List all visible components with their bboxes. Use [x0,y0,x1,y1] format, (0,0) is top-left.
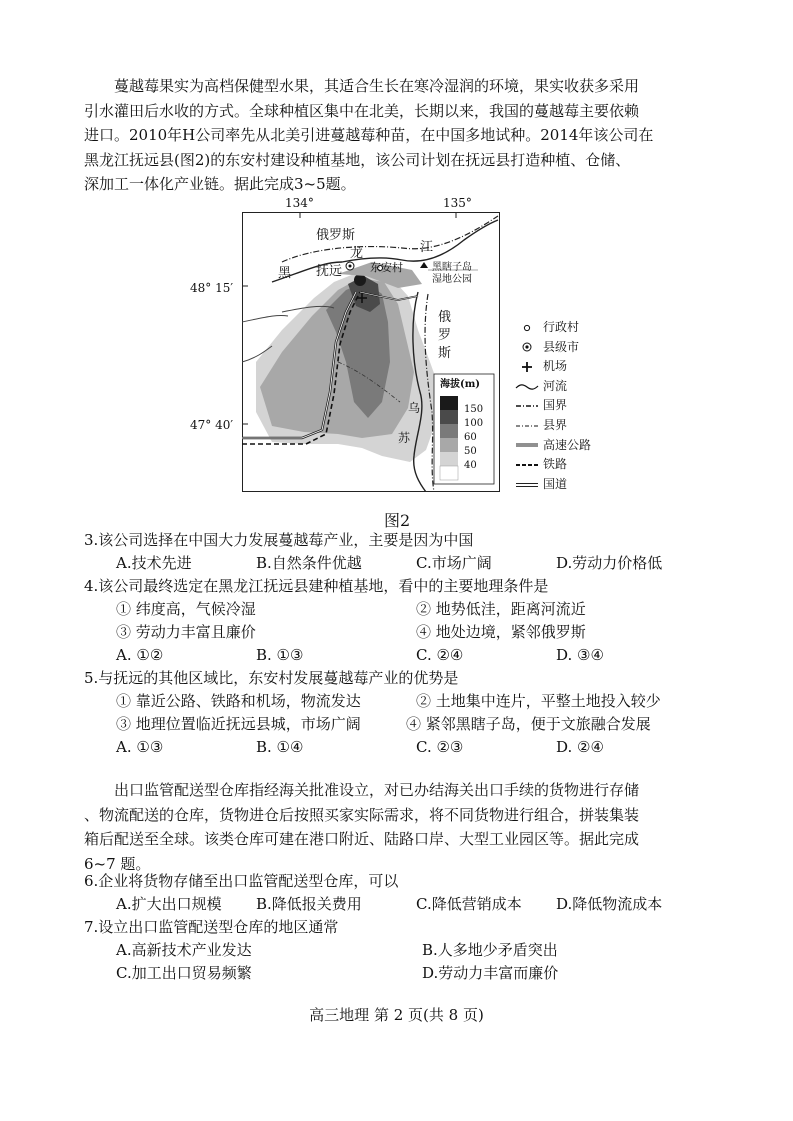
legend-item [515,455,591,475]
question-5-option-d[interactable]: D. ②④ [556,738,604,756]
question-4-option-d[interactable]: D. ③④ [556,646,604,664]
latitude-label-48-15: 48° 15′ [190,281,234,295]
map-label-jiang: 江 [420,240,434,255]
question-6-option-b[interactable]: B.降低报关费用 [256,895,362,913]
question-4-option-a[interactable]: A. ①② [116,646,164,664]
longitude-label-135: 135° [443,196,472,210]
question-7-option-a[interactable]: A.高新技术产业发达 [116,941,252,959]
map-label-russia-east-1: 俄 [438,310,452,325]
airport-icon [515,361,539,373]
intro-line: 进口。2010年H公司率先从北美引进蔓越莓种苗，在中国多地试种。2014年该公司在 [84,126,654,144]
latitude-label-47-40: 47° 40′ [190,418,234,432]
intro-line: 箱后配送至全球。该类仓库可建在港口附近、陆路口岸、大型工业园区等。据此完成 [84,830,640,848]
question-7-option-b[interactable]: B.人多地少矛盾突出 [422,941,558,959]
map-label-wu: 乌 [408,401,421,415]
question-4-statement-4: ④ 地处边境，紧邻俄罗斯 [416,623,586,641]
legend-item [515,416,591,436]
intro-line: 引水灌田后水收的方式。全球种植区集中在北美，长期以来，我国的蔓越莓主要依赖 [84,101,640,120]
question-5-statement-2: ② 土地集中连片，平整土地投入较少 [416,692,661,710]
question-6-option-a[interactable]: A.扩大出口规模 [116,895,222,913]
legend-label: 国道 [543,476,568,491]
map-label-fuyuan: 抚远 [316,264,343,279]
elevation-level-60: 60 [464,432,477,443]
national-border-icon [515,400,539,412]
intro-line: 出口监管配送型仓库指经海关批准设立，对已办结海关出口手续的货物进行存储 [114,781,640,799]
elevation-legend-title: 海拔(m) [440,379,481,390]
question-7-stem: 7.设立出口监管配送型仓库的地区通常 [84,918,339,936]
elevation-level-50: 50 [464,446,477,457]
river-icon [515,381,539,393]
question-4-option-c[interactable]: C. ②④ [416,646,464,664]
intro-line: 6~7 题。 [84,854,151,873]
legend-label: 行政村 [543,320,580,334]
map-legend [515,318,591,494]
page-footer: 高三地理 第 2 页(共 8 页) [309,1006,484,1024]
map-svg [242,212,500,492]
question-4-statement-1: ① 纬度高，气候冷湿 [116,600,256,618]
legend-item [515,436,591,456]
map-label-su: 苏 [398,431,411,445]
question-4-stem: 4.该公司最终选定在黑龙江抚远县建种植基地，看中的主要地理条件是 [84,577,549,595]
intro-line: 深加工一体化产业链。据此完成3~5题。 [84,175,356,193]
legend-label: 河流 [543,378,568,393]
legend-item [515,475,591,495]
county-border-icon [515,420,539,432]
map-label-long: 龙 [350,246,364,261]
legend-label: 县级市 [543,339,580,354]
intro-paragraph-cranberry [84,74,712,197]
county-city-icon [515,341,539,353]
map-label-russia-east-3: 斯 [438,346,452,361]
map-label-wetland-park: 湿地公园 [432,274,472,285]
question-3-option-a[interactable]: A.技术先进 [116,554,192,572]
question-5-statement-3: ③ 地理位置临近抚远县城，市场广阔 [116,715,361,733]
question-5-option-c[interactable]: C. ②③ [416,738,464,756]
map-figure [242,212,500,492]
intro-line: 蔓越莓果实为高档保健型水果，其适合生长在寒冷湿润的环境，果实收获多采用 [114,77,640,95]
expressway-icon [515,439,539,451]
question-4-statement-3: ③ 劳动力丰富且廉价 [116,623,256,641]
railway-icon [515,459,539,471]
village-icon [515,322,539,334]
question-6-option-c[interactable]: C.降低营销成本 [416,895,522,913]
question-6-option-d[interactable]: D.降低物流成本 [556,895,663,913]
legend-label: 县界 [543,417,568,432]
legend-label: 高速公路 [543,437,592,452]
question-5-option-a[interactable]: A. ①③ [116,738,164,756]
elevation-level-40: 40 [464,460,477,471]
question-7-option-d[interactable]: D.劳动力丰富而廉价 [422,964,559,982]
question-3-stem: 3.该公司选择在中国大力发展蔓越莓产业，主要是因为中国 [84,531,474,549]
map-label-russia-east-2: 罗 [438,328,452,343]
elevation-level-100: 100 [464,418,484,429]
legend-item [515,377,591,397]
question-3-option-b[interactable]: B.自然条件优越 [256,554,362,572]
map-label-dongan: 东安村 [370,261,403,274]
legend-item [515,338,591,358]
question-5-stem: 5.与抚远的其他区域比，东安村发展蔓越莓产业的优势是 [84,669,459,687]
map-label-hei: 黑 [278,266,292,281]
question-4-option-b[interactable]: B. ①③ [256,646,304,664]
question-5-statement-1: ① 靠近公路、铁路和机场，物流发达 [116,692,361,710]
figure-caption: 图2 [384,511,411,530]
intro-paragraph-warehouse [84,778,712,876]
intro-line: 黑龙江抚远县(图2)的东安村建设种植基地，该公司计划在抚远县打造种植、仓储、 [84,150,631,169]
map-label-heixiazi: 黑瞎子岛 [432,262,472,273]
legend-label: 铁路 [543,457,568,472]
question-4-statement-2: ② 地势低洼，距离河流近 [416,600,586,618]
question-6-stem: 6.企业将货物存储至出口监管配送型仓库，可以 [84,872,399,890]
question-3-option-d[interactable]: D.劳动力价格低 [556,554,663,572]
longitude-label-134: 134° [285,196,314,210]
map-label-russia-north: 俄罗斯 [316,228,356,243]
intro-line: 、物流配送的仓库，货物进仓后按照买家实际需求，将不同货物进行组合，拼装集装 [84,805,640,824]
legend-item [515,396,591,416]
legend-label: 机场 [543,359,568,374]
legend-item [515,318,591,338]
national-road-icon [515,479,539,491]
legend-label: 国界 [543,398,568,413]
question-3-option-c[interactable]: C.市场广阔 [416,554,492,572]
question-7-option-c[interactable]: C.加工出口贸易频繁 [116,964,252,982]
legend-item [515,357,591,377]
question-5-statement-4: ④ 紧邻黑瞎子岛，便于文旅融合发展 [406,715,651,733]
elevation-level-150: 150 [464,404,484,415]
question-5-option-b[interactable]: B. ①④ [256,738,304,756]
